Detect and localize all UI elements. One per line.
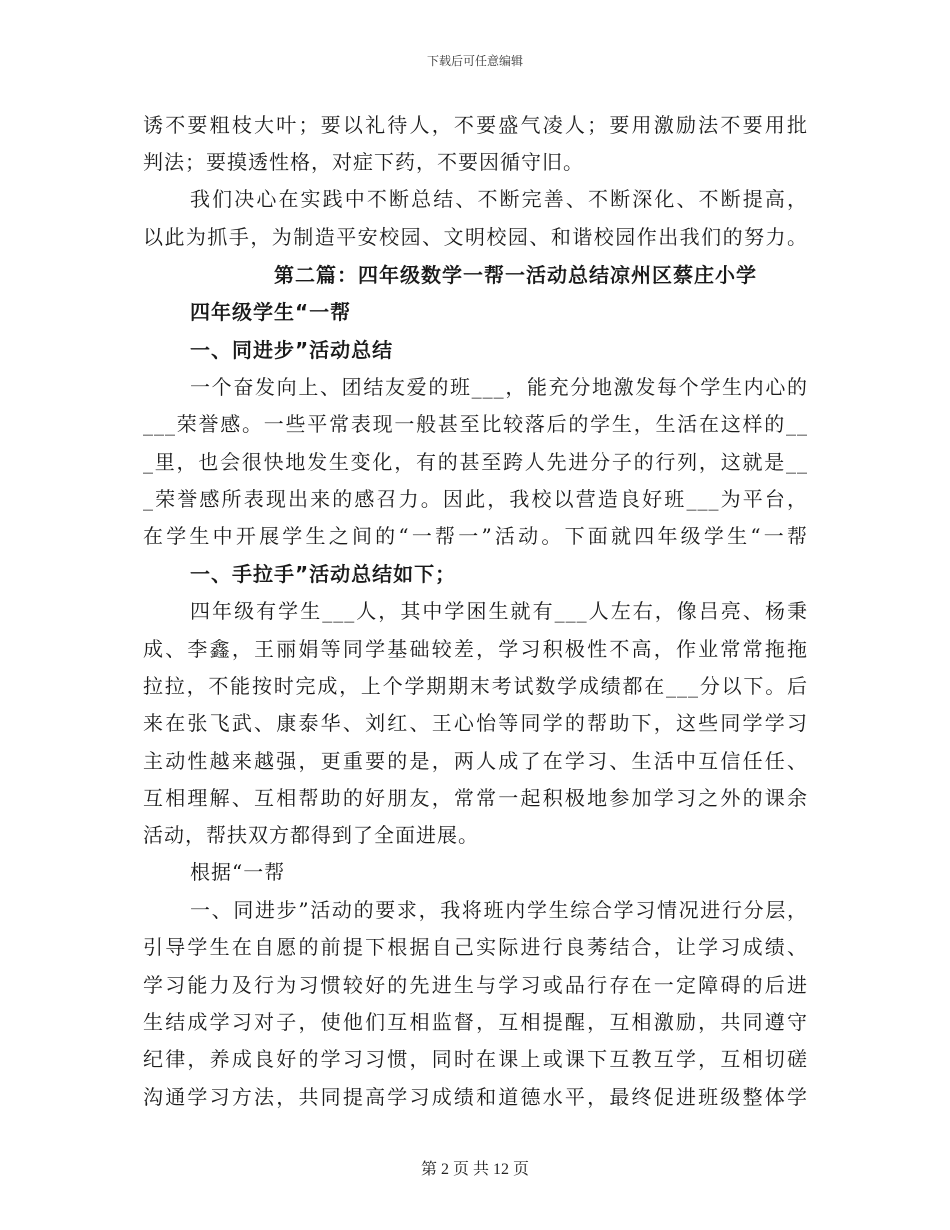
body-line: 活动，帮扶双方都得到了全面进展。 bbox=[143, 823, 479, 847]
body-line: ___荣誉感。一些平常表现一般甚至比较落后的学生，生活在这样的__ bbox=[143, 412, 808, 436]
body-line: 学习能力及行为习惯较好的先进生与学习或品行存在一定障碍的后进 bbox=[143, 973, 808, 997]
body-line: 主动性越来越强，更重要的是，两人成了在学习、生活中互信任任、 bbox=[143, 749, 808, 773]
body-line: 来在张飞武、康泰华、刘红、王心怡等同学的帮助下，这些同学学习 bbox=[143, 711, 808, 735]
body-line: 判法；要摸透性格，对症下药，不要因循守旧。 bbox=[143, 150, 584, 174]
body-line: 在学生中开展学生之间的“一帮一”活动。下面就四年级学生“一帮 bbox=[143, 524, 808, 548]
body-line: 生结成学习对子，使他们互相监督，互相提醒，互相激励，共同遵守 bbox=[143, 1010, 808, 1034]
body-line: 根据“一帮 bbox=[190, 860, 286, 884]
body-line: _荣誉感所表现出来的感召力。因此，我校以营造良好班___为平台， bbox=[143, 487, 808, 511]
body-line: 成、李鑫，王丽娟等同学基础较差，学习积极性不高，作业常常拖拖 bbox=[143, 637, 808, 661]
body-line: 四年级有学生___人，其中学困生就有___人左右，像吕亮、杨秉 bbox=[190, 599, 808, 623]
body-line: 一、同进步”活动的要求，我将班内学生综合学习情况进行分层， bbox=[190, 898, 808, 922]
body-line: 纪律，养成良好的学习习惯，同时在课上或课下互教互学，互相切磋 bbox=[143, 1047, 808, 1071]
body-line: 引导学生在自愿的前提下根据自己实际进行良莠结合，让学习成绩、 bbox=[143, 935, 808, 959]
page-footer: 第 2 页 共 12 页 bbox=[420, 1161, 529, 1178]
section-title: 第二篇：四年级数学一帮一活动总结凉州区蔡庄小学 bbox=[274, 263, 757, 287]
body-line: 互相理解、互相帮助的好朋友，常常一起积极地参加学习之外的课余 bbox=[143, 786, 808, 810]
body-line: 我们决心在实践中不断总结、不断完善、不断深化、不断提高， bbox=[190, 187, 808, 211]
page-header: 下载后可任意编辑 bbox=[426, 54, 523, 68]
body-line: _里，也会很快地发生变化，有的甚至跨人先进分子的行列，这就是__ bbox=[143, 450, 808, 474]
body-line: 沟通学习方法，共同提高学习成绩和道德水平，最终促进班级整体学 bbox=[143, 1085, 808, 1109]
subheading: 一、手拉手”活动总结如下； bbox=[190, 562, 457, 586]
body-line: 以此为抓手，为制造平安校园、文明校园、和谐校园作出我们的努力。 bbox=[143, 225, 808, 249]
subheading: 一、同进步”活动总结 bbox=[190, 338, 394, 362]
body-line: 拉拉，不能按时完成，上个学期期末考试数学成绩都在___分以下。后 bbox=[143, 674, 808, 698]
body-line: 诱不要粗枝大叶；要以礼待人，不要盛气凌人；要用激励法不要用批 bbox=[143, 113, 808, 137]
subheading: 四年级学生“一帮 bbox=[190, 300, 352, 324]
body-line: 一个奋发向上、团结友爱的班___，能充分地激发每个学生内心的 bbox=[190, 375, 808, 399]
